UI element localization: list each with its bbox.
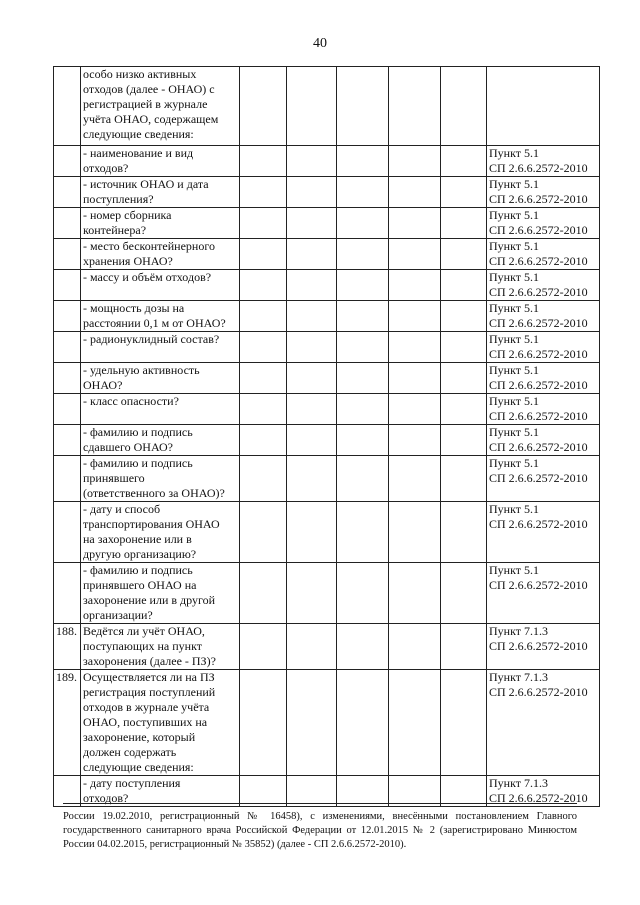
answer-cell-na (337, 776, 389, 807)
table-row (54, 670, 600, 776)
answer-cell-no (287, 363, 337, 394)
reference-cell: Пункт 5.1 СП 2.6.6.2572-2010 (487, 332, 600, 363)
answer-cell-note (441, 270, 487, 301)
answer-cell-note (441, 67, 487, 146)
table-row (54, 502, 600, 563)
table-row (54, 67, 600, 146)
answer-cell-yes (240, 67, 287, 146)
answer-cell-note (441, 624, 487, 670)
table-row (54, 146, 600, 177)
reference-cell: Пункт 7.1.3 СП 2.6.6.2572-2010 (487, 776, 600, 807)
question-cell: - дату поступления отходов? (81, 776, 240, 807)
question-cell: - фамилию и подпись принявшего ОНАО на захоронение или в другой организации? (81, 563, 240, 624)
reference-cell: Пункт 7.1.3 СП 2.6.6.2572-2010 (487, 670, 600, 776)
answer-cell-no (287, 67, 337, 146)
answer-cell-measures (389, 177, 441, 208)
answer-cell-no (287, 624, 337, 670)
reference-cell: Пункт 5.1 СП 2.6.6.2572-2010 (487, 394, 600, 425)
answer-cell-yes (240, 425, 287, 456)
answer-cell-note (441, 456, 487, 502)
row-number (54, 67, 81, 146)
answer-cell-yes (240, 177, 287, 208)
answer-cell-na (337, 624, 389, 670)
answer-cell-no (287, 670, 337, 776)
answer-cell-yes (240, 563, 287, 624)
answer-cell-no (287, 563, 337, 624)
question-cell: - удельную активность ОНАО? (81, 363, 240, 394)
reference-cell: Пункт 5.1 СП 2.6.6.2572-2010 (487, 146, 600, 177)
answer-cell-measures (389, 363, 441, 394)
answer-cell-note (441, 332, 487, 363)
answer-cell-note (441, 425, 487, 456)
row-number (54, 394, 81, 425)
row-number (54, 301, 81, 332)
footnote-divider (63, 803, 577, 804)
question-cell: - радионуклидный состав? (81, 332, 240, 363)
answer-cell-measures (389, 332, 441, 363)
answer-cell-no (287, 502, 337, 563)
answer-cell-note (441, 146, 487, 177)
answer-cell-no (287, 332, 337, 363)
answer-cell-measures (389, 502, 441, 563)
row-number (54, 239, 81, 270)
reference-cell: Пункт 5.1 СП 2.6.6.2572-2010 (487, 239, 600, 270)
answer-cell-na (337, 332, 389, 363)
reference-cell: Пункт 5.1 СП 2.6.6.2572-2010 (487, 502, 600, 563)
answer-cell-yes (240, 332, 287, 363)
answer-cell-no (287, 208, 337, 239)
table-row (54, 624, 600, 670)
answer-cell-no (287, 301, 337, 332)
question-cell: - массу и объём отходов? (81, 270, 240, 301)
reference-cell (487, 67, 600, 146)
answer-cell-measures (389, 456, 441, 502)
question-cell: особо низко активных отходов (далее - ОНАО) с регистрацией в журнале учёта ОНАО, содержащем следующие сведения: (81, 67, 240, 146)
answer-cell-note (441, 177, 487, 208)
reference-cell: Пункт 5.1 СП 2.6.6.2572-2010 (487, 563, 600, 624)
table-row (54, 332, 600, 363)
answer-cell-measures (389, 670, 441, 776)
answer-cell-yes (240, 502, 287, 563)
answer-cell-note (441, 239, 487, 270)
answer-cell-measures (389, 394, 441, 425)
row-number (54, 456, 81, 502)
answer-cell-measures (389, 624, 441, 670)
table-row (54, 177, 600, 208)
table-row (54, 270, 600, 301)
answer-cell-measures (389, 776, 441, 807)
page-number: 40 (313, 36, 327, 51)
answer-cell-note (441, 670, 487, 776)
answer-cell-yes (240, 239, 287, 270)
answer-cell-yes (240, 670, 287, 776)
answer-cell-measures (389, 425, 441, 456)
question-cell: - место бесконтейнерного хранения ОНАО? (81, 239, 240, 270)
answer-cell-na (337, 270, 389, 301)
row-number (54, 363, 81, 394)
answer-cell-no (287, 456, 337, 502)
question-cell: - класс опасности? (81, 394, 240, 425)
row-number (54, 270, 81, 301)
answer-cell-no (287, 146, 337, 177)
answer-cell-note (441, 363, 487, 394)
row-number (54, 208, 81, 239)
answer-cell-no (287, 394, 337, 425)
question-cell: - фамилию и подпись сдавшего ОНАО? (81, 425, 240, 456)
row-number (54, 563, 81, 624)
reference-cell: Пункт 5.1 СП 2.6.6.2572-2010 (487, 456, 600, 502)
answer-cell-na (337, 563, 389, 624)
answer-cell-na (337, 670, 389, 776)
reference-cell: Пункт 5.1 СП 2.6.6.2572-2010 (487, 363, 600, 394)
answer-cell-yes (240, 776, 287, 807)
answer-cell-measures (389, 67, 441, 146)
answer-cell-no (287, 425, 337, 456)
reference-cell: Пункт 5.1 СП 2.6.6.2572-2010 (487, 301, 600, 332)
row-number (54, 177, 81, 208)
row-number (54, 502, 81, 563)
row-number (54, 776, 81, 807)
question-cell: - фамилию и подпись принявшего (ответственного за ОНАО)? (81, 456, 240, 502)
answer-cell-na (337, 456, 389, 502)
answer-cell-measures (389, 208, 441, 239)
answer-cell-na (337, 502, 389, 563)
answer-cell-measures (389, 146, 441, 177)
answer-cell-yes (240, 301, 287, 332)
table-row (54, 301, 600, 332)
table-row (54, 239, 600, 270)
answer-cell-note (441, 208, 487, 239)
table-row (54, 456, 600, 502)
row-number: 188. (54, 624, 81, 670)
answer-cell-note (441, 502, 487, 563)
answer-cell-na (337, 425, 389, 456)
reference-cell: Пункт 7.1.3 СП 2.6.6.2572-2010 (487, 624, 600, 670)
answer-cell-yes (240, 363, 287, 394)
reference-cell: Пункт 5.1 СП 2.6.6.2572-2010 (487, 208, 600, 239)
answer-cell-na (337, 363, 389, 394)
answer-cell-na (337, 146, 389, 177)
question-cell: - номер сборника контейнера? (81, 208, 240, 239)
answer-cell-no (287, 776, 337, 807)
answer-cell-na (337, 301, 389, 332)
answer-cell-na (337, 177, 389, 208)
answer-cell-na (337, 239, 389, 270)
answer-cell-note (441, 394, 487, 425)
answer-cell-no (287, 177, 337, 208)
table-row (54, 425, 600, 456)
answer-cell-no (287, 239, 337, 270)
table-row (54, 394, 600, 425)
reference-cell: Пункт 5.1 СП 2.6.6.2572-2010 (487, 177, 600, 208)
checklist-table (53, 66, 600, 807)
row-number: 189. (54, 670, 81, 776)
answer-cell-note (441, 301, 487, 332)
question-cell: Ведётся ли учёт ОНАО, поступающих на пункт захоронения (далее - ПЗ)? (81, 624, 240, 670)
answer-cell-yes (240, 146, 287, 177)
table-row (54, 776, 600, 807)
answer-cell-yes (240, 624, 287, 670)
answer-cell-no (287, 270, 337, 301)
table-row (54, 363, 600, 394)
answer-cell-note (441, 776, 487, 807)
answer-cell-na (337, 208, 389, 239)
answer-cell-yes (240, 208, 287, 239)
answer-cell-measures (389, 563, 441, 624)
question-cell: Осуществляется ли на ПЗ регистрация поступлений отходов в журнале учёта ОНАО, поступивших на захоронение, который должен содержать следующие сведения: (81, 670, 240, 776)
question-cell: - дату и способ транспортирования ОНАО на захоронение или в другую организацию? (81, 502, 240, 563)
answer-cell-yes (240, 270, 287, 301)
row-number (54, 146, 81, 177)
answer-cell-measures (389, 239, 441, 270)
table-row (54, 563, 600, 624)
answer-cell-measures (389, 270, 441, 301)
answer-cell-yes (240, 394, 287, 425)
answer-cell-na (337, 67, 389, 146)
answer-cell-note (441, 563, 487, 624)
reference-cell: Пункт 5.1 СП 2.6.6.2572-2010 (487, 425, 600, 456)
row-number (54, 332, 81, 363)
answer-cell-yes (240, 456, 287, 502)
question-cell: - наименование и вид отходов? (81, 146, 240, 177)
footnote: России 19.02.2010, регистрационный № 16458), с изменениями, внесёнными постановлением Главного государственного санитарного врача Российской Федерации от 12.01.2015 № 2 (зарегистрировано Минюстом России 04.02.2015, регистрационный № 35852) (далее - СП 2.6.6.2572-2010). (63, 811, 577, 850)
question-cell: - мощность дозы на расстоянии 0,1 м от ОНАО? (81, 301, 240, 332)
answer-cell-measures (389, 301, 441, 332)
question-cell: - источник ОНАО и дата поступления? (81, 177, 240, 208)
row-number (54, 425, 81, 456)
reference-cell: Пункт 5.1 СП 2.6.6.2572-2010 (487, 270, 600, 301)
table-body (54, 67, 600, 807)
answer-cell-na (337, 394, 389, 425)
table-row (54, 208, 600, 239)
